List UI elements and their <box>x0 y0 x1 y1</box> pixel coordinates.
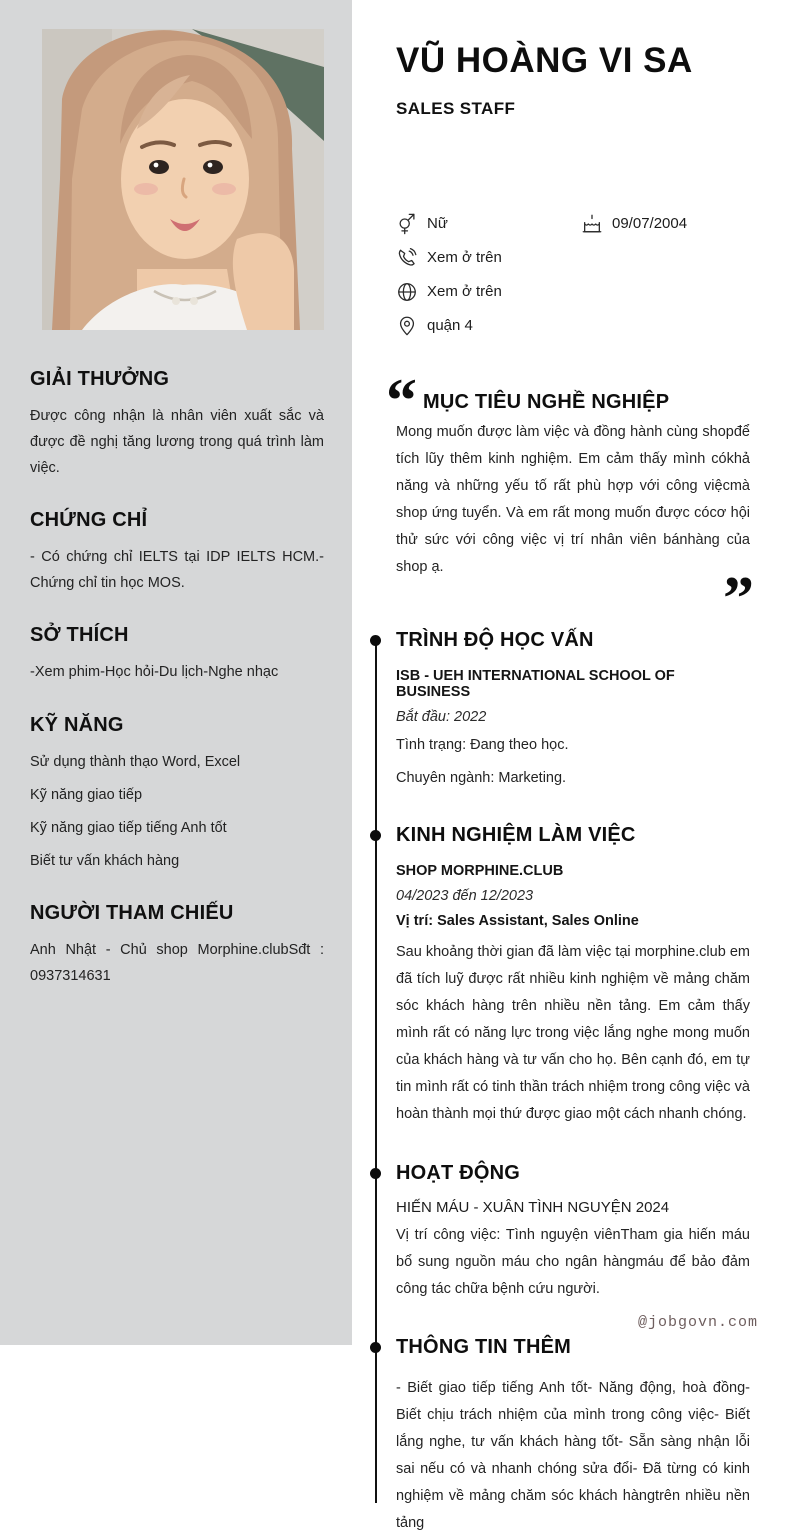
timeline <box>396 629 750 1537</box>
hobbies-heading: SỞ THÍCH <box>30 624 129 647</box>
job-title: SALES STAFF <box>396 98 516 118</box>
contact-gender <box>396 213 581 235</box>
skill-item: Kỹ năng giao tiếp tiếng Anh tốt <box>30 819 227 836</box>
globe-icon <box>396 281 418 303</box>
experience-period: 04/2023 đến 12/2023 <box>396 887 534 904</box>
experience-position: Vị trí: Sales Assistant, Sales Online <box>396 912 639 929</box>
quote-open-icon: “ <box>386 366 417 435</box>
awards-section <box>30 368 324 481</box>
awards-heading: GIẢI THƯỞNG <box>30 368 170 390</box>
activities-heading: HOẠT ĐỘNG <box>396 1162 750 1185</box>
contact-info <box>396 207 750 343</box>
experience-section <box>396 824 750 1128</box>
experience-heading: KINH NGHIỆM LÀM VIỆC <box>396 824 750 847</box>
profile-photo-illustration <box>42 29 324 330</box>
contact-address <box>396 315 750 337</box>
contact-phone <box>396 247 750 269</box>
references-section <box>30 902 324 989</box>
education-major: Chuyên ngành: Marketing. <box>396 769 567 786</box>
objective-heading: MỤC TIÊU NGHỀ NGHIỆP <box>423 390 670 413</box>
objective-section <box>386 366 754 633</box>
education-section <box>396 629 750 789</box>
contact-website-label: Xem ở trên <box>427 283 502 300</box>
candidate-name: VŨ HOÀNG VI SA <box>396 41 693 80</box>
hobbies-section <box>30 624 324 685</box>
contact-birthday <box>581 213 750 235</box>
additional-info-section <box>396 1336 750 1537</box>
contact-address-label: quận 4 <box>427 317 473 334</box>
additional-info-heading: THÔNG TIN THÊM <box>396 1336 750 1359</box>
activities-description: Vị trí công việc: Tình nguyện viênTham gia hiến máu bổ sung nguồn máu cho ngân hàngmáu để bảo đảm công tác chữa bệnh cứu người. <box>396 1226 750 1297</box>
skills-heading: KỸ NĂNG <box>30 713 124 736</box>
references-heading: NGƯỜI THAM CHIẾU <box>30 901 234 924</box>
contact-website <box>396 281 750 303</box>
certificates-text: - Có chứng chỉ IELTS tại IDP IELTS HCM.- Chứng chỉ tin học MOS. <box>30 549 324 592</box>
objective-text: Mong muốn được làm việc và đồng hành cùng shopđể tích lũy thêm kinh nghiệm. Em cảm thấy mình cókhả năng và những yếu tố rất phù hợp với công việcmà shop ứng tuyển. Và em rất mong muốn được cócơ hội thử sức với công việc vị trí nhân viên bánhàng của shop ạ. <box>396 423 750 575</box>
sidebar <box>0 0 352 1345</box>
birthday-cake-icon <box>581 213 603 235</box>
contact-gender-label: Nữ <box>427 215 448 232</box>
experience-description: Sau khoảng thời gian đã làm việc tại morphine.club em đã tích luỹ được rất nhiều kinh nghiệm về mảng chăm sóc khách hàng trên nhiều nền tảng. Em cảm thấy mình rất có năng lực trong việc lắng nghe mong muốn của khách hàng và tư vấn cho họ. Bên cạnh đó, em tự tin mình rất có tinh thần trách nhiệm trong công việc và hoàn thành mọi thứ được giao một cách nhanh chóng. <box>396 943 750 1122</box>
education-heading: TRÌNH ĐỘ HỌC VẤN <box>396 629 750 652</box>
quote-close-icon: ” <box>723 564 754 633</box>
hobbies-text: -Xem phim-Học hỏi-Du lịch-Nghe nhạc <box>30 664 279 681</box>
experience-company: SHOP MORPHINE.CLUB <box>396 862 564 879</box>
phone-icon <box>396 247 418 269</box>
skills-section <box>30 714 324 874</box>
skill-item: Kỹ năng giao tiếp <box>30 786 143 803</box>
gender-icon <box>396 213 418 235</box>
education-status: Tình trạng: Đang theo học. <box>396 737 569 754</box>
main-content <box>352 0 790 1532</box>
activities-section <box>396 1162 750 1303</box>
skill-item: Sử dụng thành thạo Word, Excel <box>30 753 241 770</box>
location-pin-icon <box>396 315 418 337</box>
awards-text: Được công nhận là nhân viên xuất sắc và được đề nghị tăng lương trong quá trình làm việc. <box>30 408 324 477</box>
contact-phone-label: Xem ở trên <box>427 249 502 266</box>
watermark: @jobgovn.com <box>637 1314 758 1331</box>
certificates-heading: CHỨNG CHỈ <box>30 509 148 532</box>
references-text: Anh Nhật - Chủ shop Morphine.clubSđt : 0937314631 <box>30 941 324 985</box>
additional-info-text: - Biết giao tiếp tiếng Anh tốt- Năng động, hoà đồng- Biết chịu trách nhiệm của mình trong công việc- Biết lắng nghe, tư vấn khách hàng tốt- Sẵn sàng nhận lỗi sai nếu có và nhanh chóng sửa đổi- Đã từng có kinh nghiệm về mảng chăm sóc khách hàngtrên nhiều nền tảng <box>396 1380 750 1532</box>
activities-event: HIẾN MÁU - XUÂN TÌNH NGUYỆN 2024 <box>396 1198 670 1216</box>
contact-birthday-label: 09/07/2004 <box>612 215 688 232</box>
certificates-section <box>30 509 324 596</box>
profile-photo <box>42 29 324 330</box>
education-school: ISB - UEH INTERNATIONAL SCHOOL OF BUSINESS <box>396 668 675 701</box>
skill-item: Biết tư vấn khách hàng <box>30 852 180 869</box>
education-start: Bắt đầu: 2022 <box>396 709 487 726</box>
